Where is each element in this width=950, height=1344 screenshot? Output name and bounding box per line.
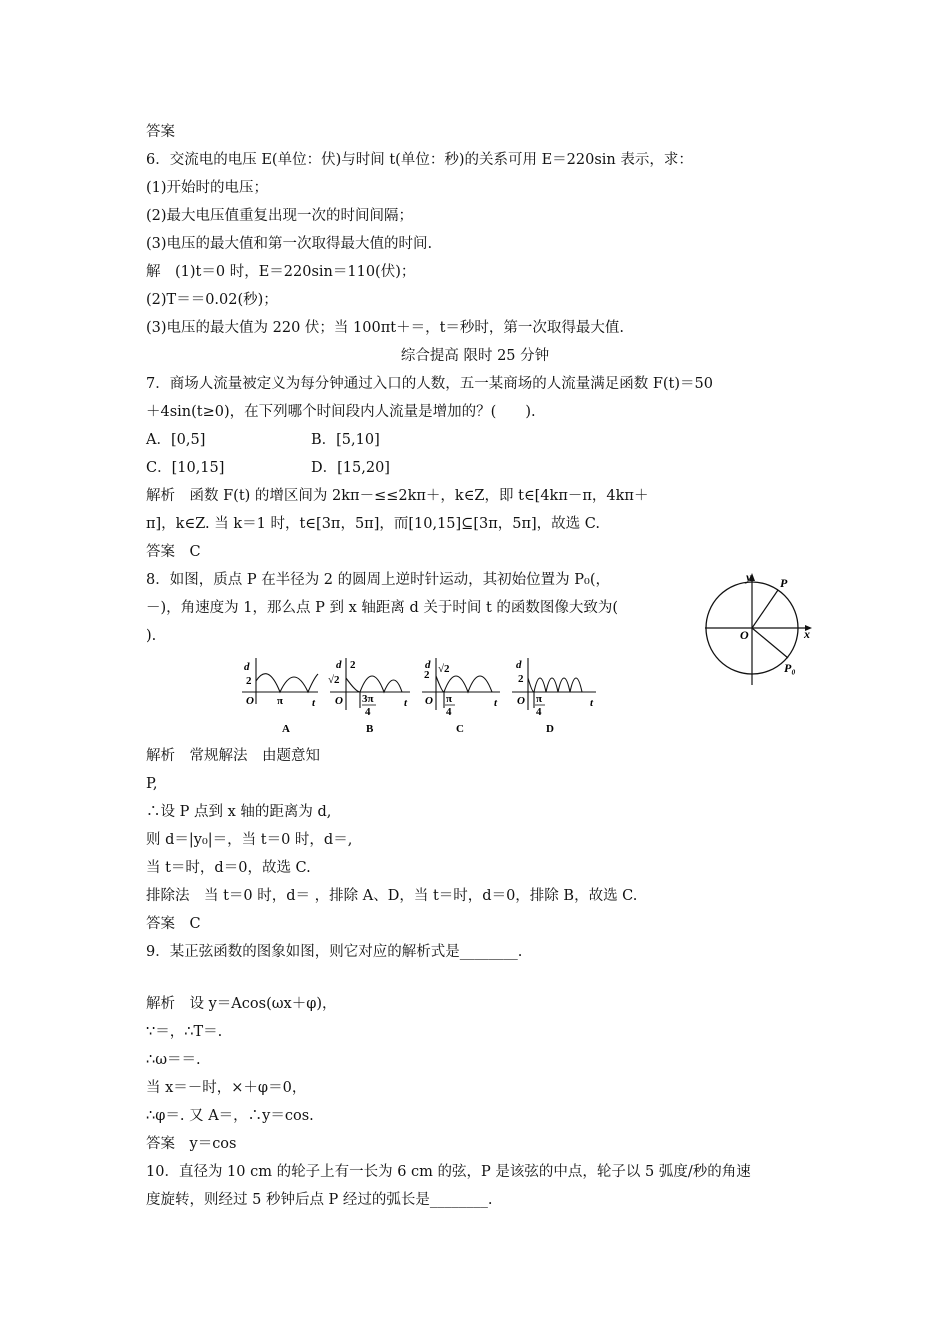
graph-d-origin: O — [517, 695, 525, 707]
solution-6-line-3: (3)电压的最大值为 220 伏；当 100πt＋＝，t＝秒时，第一次取得最大值. — [146, 320, 625, 336]
solution-8-line-4: 则 d＝|y₀|＝，当 t＝0 时，d＝, — [146, 832, 353, 848]
graph-d-t-label: t — [590, 697, 594, 709]
question-6-part-3: (3)电压的最大值和第一次取得最大值的时间. — [146, 236, 433, 252]
graph-d-label: D — [546, 723, 554, 735]
graph-c-curve — [436, 676, 492, 692]
graph-d-y-tick: 2 — [518, 673, 524, 685]
graph-c-x-tick-num: π — [446, 693, 453, 705]
solution-9-line-5: ∴φ＝. 又 A＝，∴y＝cos. — [146, 1108, 314, 1124]
solution-9-line-3: ∴ω＝＝. — [146, 1052, 201, 1068]
graph-c-y-tick-top: 2 — [424, 669, 430, 681]
answer-8: 答案 C — [146, 916, 201, 932]
section-heading: 综合提高 限时 25 分钟 — [400, 348, 550, 364]
p0-label: P₀ — [784, 661, 796, 675]
answer-7: 答案 C — [146, 544, 201, 560]
y-label: y — [746, 570, 752, 584]
graph-a-t-label: t — [312, 697, 316, 709]
question-6-part-2: (2)最大电压值重复出现一次的时间间隔； — [146, 208, 414, 224]
graph-d-curve — [528, 678, 582, 692]
graph-d-x-tick-den: 4 — [536, 706, 542, 718]
radius-p0 — [752, 628, 788, 658]
circle-figure — [700, 565, 820, 690]
graph-d-x-tick-num: π — [536, 693, 543, 705]
graph-b-label: B — [366, 723, 374, 735]
option-c: C．[10,15] — [146, 460, 225, 476]
graph-c — [422, 658, 500, 710]
solution-8-line-1: 解析 常规解法 由题意知 — [146, 748, 320, 764]
question-8-stem-1: 8．如图，质点 P 在半径为 2 的圆周上逆时针运动，其初始位置为 P₀(， — [146, 572, 610, 588]
graph-b-y-tick: √2 — [328, 674, 340, 686]
solution-8-line-3: ∴设 P 点到 x 轴的距离为 d, — [146, 804, 332, 820]
graph-b-curve — [346, 676, 402, 692]
question-6-part-1: (1)开始时的电压； — [146, 180, 269, 196]
question-7-stem-1: 7．商场人流量被定义为每分钟通过入口的人数，五一某商场的人流量满足函数 F(t)＝50 — [146, 376, 713, 392]
answer-9: 答案 y＝cos — [146, 1136, 237, 1152]
radius-p — [752, 590, 778, 628]
x-label: x — [804, 627, 810, 641]
solution-8-line-2: P, — [146, 776, 158, 792]
graph-a-d-label: d — [244, 661, 250, 673]
solution-6-line-1: 解 (1)t＝0 时，E＝220sin＝110(伏)； — [146, 264, 416, 280]
question-8-stem-3: ). — [146, 628, 157, 644]
graph-a-label: A — [282, 723, 290, 735]
question-7-stem-2: ＋4sin(t≥0)，在下列哪个时间段内人流量是增加的？( ). — [146, 404, 536, 420]
option-graphs — [238, 654, 608, 740]
graph-a-origin: O — [246, 695, 254, 707]
p-label: P — [780, 576, 788, 590]
option-d: D．[15,20] — [311, 460, 390, 476]
graph-b-d-label: d — [336, 659, 342, 671]
solution-8-line-6: 排除法 当 t＝0 时，d＝ ，排除 A、D，当 t＝时，d＝0，排除 B，故选 C. — [146, 888, 638, 904]
question-8-stem-2: －)，角速度为 1，那么点 P 到 x 轴距离 d 关于时间 t 的函数图像大致为( — [146, 600, 619, 616]
option-a: A．[0,5] — [146, 432, 206, 448]
graph-a-x-tick: π — [277, 695, 284, 707]
graph-b-x-tick-den: 4 — [365, 706, 371, 718]
option-b: B．[5,10] — [311, 432, 380, 448]
graph-c-origin: O — [425, 695, 433, 707]
graph-a-curve — [256, 674, 318, 692]
solution-9-line-1: 解析 设 y＝Acos(ωx＋φ)， — [146, 996, 337, 1012]
graph-a-y-tick: 2 — [246, 675, 252, 687]
graph-c-d-label: d — [425, 659, 431, 671]
solution-7-line-2: π]，k∈Z. 当 k＝1 时，t∈[3π，5π]，而[10,15]⊆[3π，5π]，故选 C. — [146, 516, 600, 532]
graph-b-y-tick-top: 2 — [350, 659, 356, 671]
answer-label: 答案 — [146, 124, 175, 140]
graph-d-d-label: d — [516, 659, 522, 671]
graph-c-label: C — [456, 723, 464, 735]
question-9-stem: 9．某正弦函数的图象如图，则它对应的解析式是________. — [146, 944, 523, 960]
origin-label: O — [740, 628, 749, 642]
graph-b-x-tick-num: 3π — [362, 693, 374, 705]
solution-8-line-5: 当 t＝时，d＝0，故选 C. — [146, 860, 311, 876]
solution-9-line-4: 当 x＝－时，×＋φ＝0， — [146, 1080, 307, 1096]
graph-b-t-label: t — [404, 697, 408, 709]
graph-b-origin: O — [335, 695, 343, 707]
graph-c-y-tick: √2 — [438, 663, 450, 675]
question-6-stem: 6．交流电的电压 E(单位：伏)与时间 t(单位：秒)的关系可用 E＝220sin 表示，求： — [146, 152, 693, 168]
graph-c-t-label: t — [494, 697, 498, 709]
solution-7-line-1: 解析 函数 F(t) 的增区间为 2kπ－≤≤2kπ＋，k∈Z，即 t∈[4kπ－π，4kπ＋ — [146, 488, 649, 504]
solution-6-line-2: (2)T＝＝0.02(秒)； — [146, 292, 278, 308]
graph-c-x-tick-den: 4 — [446, 706, 452, 718]
question-10-stem-2: 度旋转，则经过 5 秒钟后点 P 经过的弧长是________. — [146, 1192, 493, 1208]
solution-9-line-2: ∵＝，∴T＝. — [146, 1024, 223, 1040]
question-10-stem-1: 10．直径为 10 cm 的轮子上有一长为 6 cm 的弦，P 是该弦的中点，轮子以 5 弧度/秒的角速 — [146, 1164, 751, 1180]
